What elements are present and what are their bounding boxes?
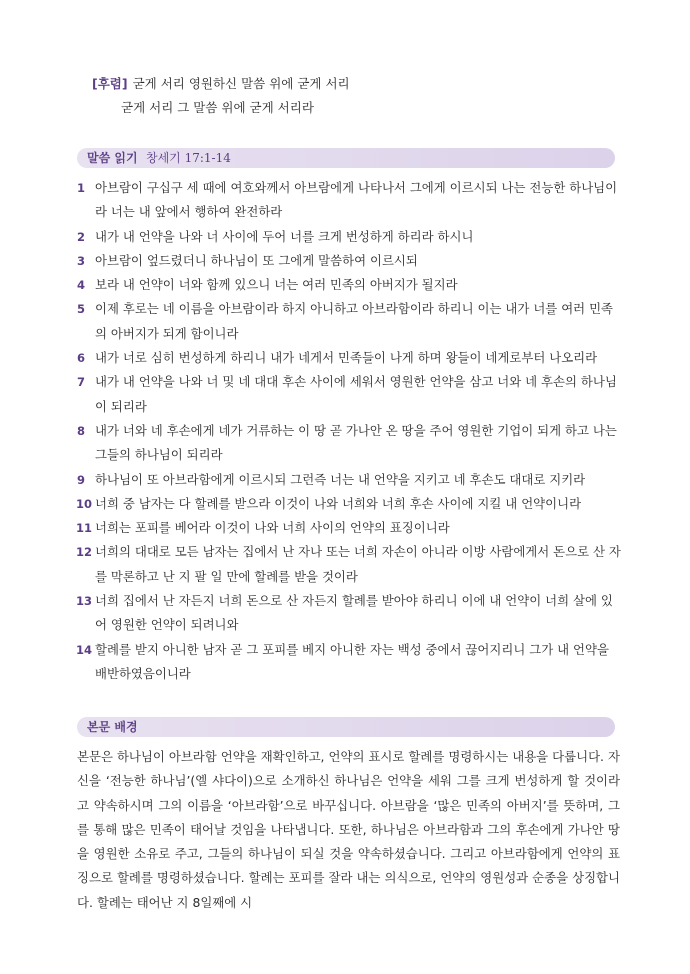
verse-number: 3 xyxy=(77,253,86,268)
verse-item xyxy=(77,346,622,370)
verse-text: 너희 중 남자는 다 할례를 받으라 이것이 나와 너희와 너희 후손 사이에 지킬 내 언약이니라 xyxy=(95,495,582,511)
verse-text: 너희는 포피를 베어라 이것이 나와 너희 사이의 언약의 표징이니라 xyxy=(95,520,450,536)
verse-number: 12 xyxy=(76,545,93,560)
verse-number: 1 xyxy=(77,181,86,195)
verse-number: 2 xyxy=(77,229,86,244)
verse-number: 13 xyxy=(76,594,93,609)
verse-item xyxy=(77,589,622,638)
verse-text: 할례를 받지 아니한 남자 곧 그 포피를 베지 아니한 자는 백성 중에서 끊어지리니 그가 내 언약을 배반하였음이니라 xyxy=(95,641,609,681)
verse-text: 아브람이 구십구 세 때에 여호와께서 아브람에게 나타나서 그에게 이르시되 나는 전능한 하나님이라 너는 내 앞에서 행하여 완전하라 xyxy=(95,180,618,220)
verse-text: 내가 너로 심히 번성하게 하리니 내가 네게서 민족들이 나게 하며 왕들이 네게로부터 나오리라 xyxy=(95,350,598,366)
verse-item xyxy=(77,540,622,589)
verse-item xyxy=(77,225,622,249)
verse-text: 내가 내 언약을 나와 너 사이에 두어 너를 크게 번성하게 하리라 하시니 xyxy=(95,228,474,244)
background-section-header xyxy=(77,717,615,737)
verse-text: 보라 내 언약이 너와 함께 있으니 너는 여러 민족의 아버지가 될지라 xyxy=(95,277,458,293)
verse-number: 14 xyxy=(76,642,93,657)
verse-item xyxy=(77,419,622,468)
verse-text: 이제 후로는 네 이름을 아브람이라 하지 아니하고 아브라함이라 하리니 이는 내가 너를 여러 민족의 아버지가 되게 함이니라 xyxy=(95,301,614,341)
verse-number: 5 xyxy=(77,302,86,317)
verse-text: 내가 너와 네 후손에게 네가 거류하는 이 땅 곧 가나안 온 땅을 주어 영원한 기업이 되게 하고 나는 그들의 하나님이 되리라 xyxy=(95,422,617,463)
verse-number: 8 xyxy=(77,423,86,438)
verse-text: 아브람이 엎드렸더니 하나님이 또 그에게 말씀하여 이르시되 xyxy=(95,252,418,268)
verse-list xyxy=(77,176,622,686)
verse-item xyxy=(77,297,622,346)
verse-text: 너희 집에서 난 자든지 너희 돈으로 산 자든지 할례를 받아야 하리니 이에 내 언약이 너희 살에 있어 영원한 언약이 되려니와 xyxy=(95,593,613,633)
scripture-reference: 창세기 17:1-14 xyxy=(146,151,231,165)
verse-item xyxy=(77,249,622,273)
verse-number: 9 xyxy=(77,472,86,487)
verse-item xyxy=(77,370,622,419)
verse-item xyxy=(77,468,622,492)
verse-item xyxy=(77,516,622,540)
background-paragraph: 본문은 하나님이 아브라함 언약을 재확인하고, 언약의 표시로 할례를 명령하시는 내용을 다룹니다. 자신을 ‘전능한 하나님’(엘 샤다이)으로 소개하신 하나님은 언약을 세워 그를 크게 번성하게 할 것이라고 약속하시며 그의 이름을 ‘아브라함’으로 바꾸십니다. 아브람을 ‘많은 민족의 아버지’를 뜻하며, 그를 통해 많은 민족이 태어날 것임을 나타냅니다. 또한, 하나님은 아브라함과 그의 후손에게 가나안 땅을 영원한 소유로 주고, 그들의 하나님이 되실 것을 약속하셨습니다. 그리고 아브라함에게 언약의 표징으로 할례를 명령하셨습니다. 할례는 포피를 잘라 내는 의식으로, 언약의 영원성과 순종을 상징합니다. 할례는 태어난 지 8일째에 시 xyxy=(77,749,620,910)
reading-section-header xyxy=(77,148,615,168)
verse-text: 너희의 대대로 모든 남자는 집에서 난 자나 또는 너희 자손이 아니라 이방 사람에게서 돈으로 산 자를 막론하고 난 지 팔 일 만에 할례를 받을 것이라 xyxy=(95,544,621,584)
verse-item xyxy=(77,492,622,516)
verse-text: 내가 내 언약을 나와 너 및 네 대대 후손 사이에 세워서 영원한 언약을 삼고 너와 네 후손의 하나님이 되리라 xyxy=(95,374,617,414)
verse-item xyxy=(77,638,622,687)
chorus-line-1 xyxy=(92,72,350,96)
reading-section-title: 말씀 읽기 xyxy=(87,151,138,165)
chorus-text-1: 굳게 서리 영원하신 말씀 위에 굳게 서리 xyxy=(132,76,350,91)
verse-item xyxy=(77,176,622,225)
verse-number: 7 xyxy=(77,375,86,390)
verse-number: 10 xyxy=(76,496,93,511)
chorus-block xyxy=(92,72,350,120)
verse-number: 6 xyxy=(77,351,86,366)
verse-number: 4 xyxy=(77,278,86,293)
chorus-line-2: 굳게 서리 그 말씀 위에 굳게 서리라 xyxy=(121,100,314,115)
verse-text: 하나님이 또 아브라함에게 이르시되 그런즉 너는 내 언약을 지키고 네 후손도 대대로 지키라 xyxy=(95,471,586,487)
verse-item xyxy=(77,273,622,297)
verse-number: 11 xyxy=(76,521,93,536)
background-section-title: 본문 배경 xyxy=(87,720,138,734)
chorus-tag: [후렴] xyxy=(92,76,128,91)
